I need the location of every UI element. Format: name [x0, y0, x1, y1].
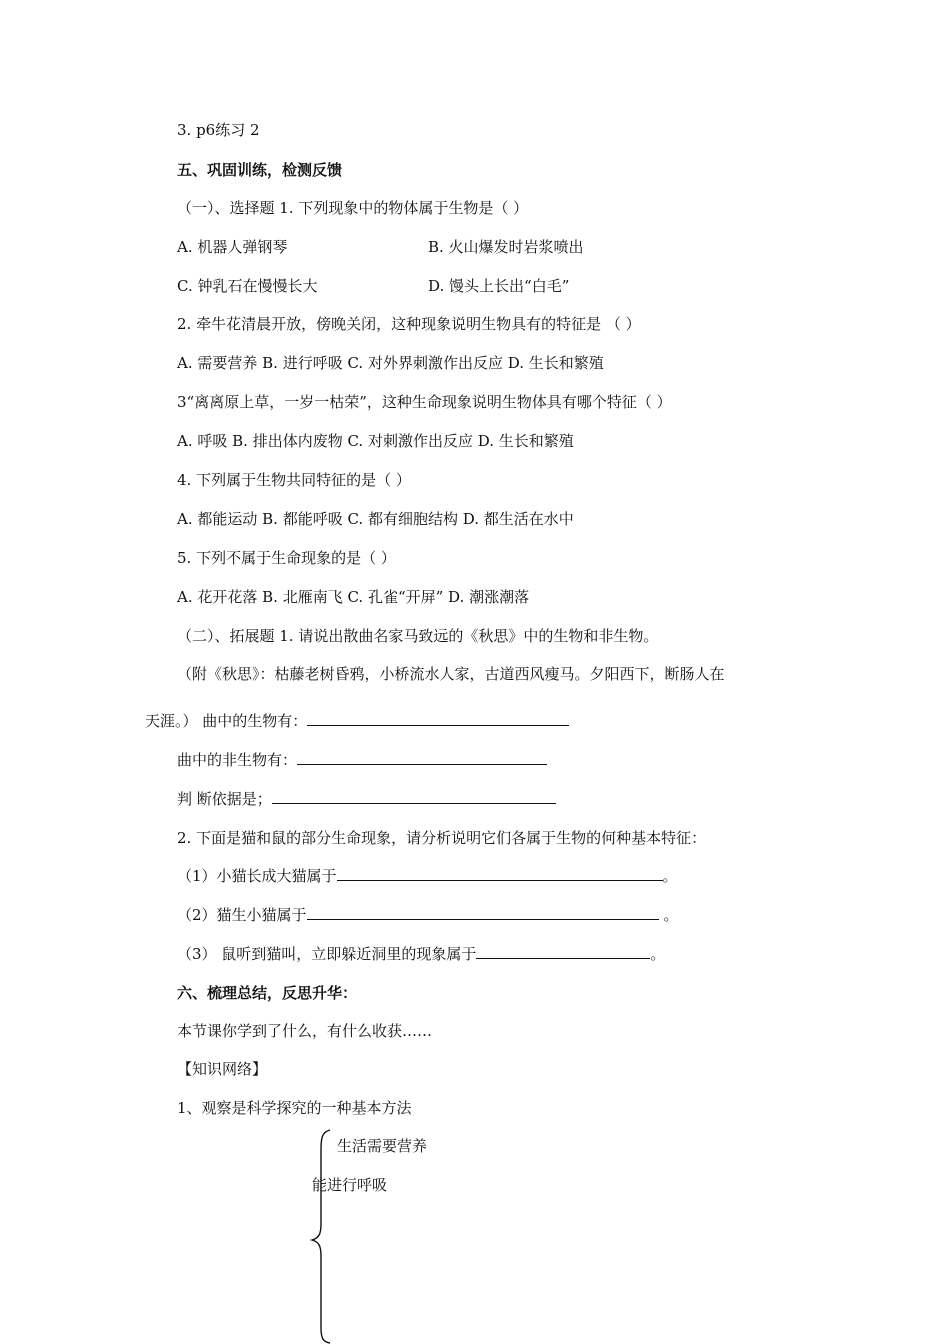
option-a: A. 机器人弹钢琴 [177, 238, 288, 256]
basis-label: 判 断依据是； [177, 790, 272, 808]
living-things-label: 天涯。） 曲中的生物有： [145, 712, 308, 730]
option-c: C. 钟乳石在慢慢长大 [177, 277, 318, 295]
sub-question-3 [177, 944, 665, 964]
extension-question-2: 2. 下面是猫和鼠的部分生命现象，请分析说明它们各属于生物的何种基本特征： [177, 829, 707, 847]
observation-point: 1、观察是科学探究的一种基本方法 [177, 1099, 412, 1117]
option-d: D. 馒头上长出“白毛” [428, 277, 570, 295]
brace-item-respiration: 能进行呼吸 [312, 1176, 388, 1194]
nonliving-things-line [177, 750, 547, 770]
curly-brace-icon [308, 1128, 338, 1344]
section-5-heading: 五、巩固训练，检测反馈 [177, 161, 343, 179]
practice-ref: 3. p6练习 2 [177, 121, 260, 139]
question-3-options: A. 呼吸 B. 排出体内废物 C. 对刺激作出反应 D. 生长和繁殖 [177, 432, 574, 450]
question-3: 3“离离原上草，一岁一枯荣”，这种生命现象说明生物体具有哪个特征（ ） [177, 393, 672, 411]
poem-text: （附《秋思》：枯藤老树昏鸦，小桥流水人家，古道西风瘦马。夕阳西下，断肠人在 [177, 665, 725, 683]
nonliving-things-label: 曲中的非生物有： [177, 751, 298, 769]
question-1: （一）、选择题 1. 下列现象中的物体属于生物是（ ） [177, 199, 529, 217]
nonliving-things-blank[interactable] [297, 750, 547, 765]
question-2-options: A. 需要营养 B. 进行呼吸 C. 对外界刺激作出反应 D. 生长和繁殖 [177, 354, 604, 372]
sub-question-1 [177, 866, 678, 886]
living-things-line [145, 711, 569, 731]
sub-question-2 [177, 905, 678, 925]
section-6-heading: 六、梳理总结，反思升华： [177, 984, 358, 1002]
knowledge-network-heading: 【知识网络】 [177, 1060, 268, 1078]
sub-question-1-period: 。 [662, 867, 678, 885]
living-things-blank[interactable] [307, 711, 569, 726]
sub-question-1-blank[interactable] [337, 866, 663, 881]
option-b: B. 火山爆发时岩浆喷出 [428, 238, 584, 256]
question-5-options: A. 花开花落 B. 北雁南飞 C. 孔雀“开屏” D. 潮涨潮落 [177, 588, 530, 606]
question-4-options: A. 都能运动 B. 都能呼吸 C. 都有细胞结构 D. 都生活在水中 [177, 510, 574, 528]
summary-prompt: 本节课你学到了什么，有什么收获…… [177, 1022, 433, 1040]
sub-question-2-blank[interactable] [307, 905, 659, 920]
sub-question-3-period: 。 [650, 945, 666, 963]
sub-question-2-period: 。 [663, 906, 679, 924]
question-1-options-row1 [177, 237, 777, 257]
extension-question-1: （二）、拓展题 1. 请说出散曲名家马致远的《秋思》中的生物和非生物。 [177, 627, 659, 645]
question-2: 2. 牵牛花清晨开放，傍晚关闭，这种现象说明生物具有的特征是 （ ） [177, 315, 641, 333]
sub-question-1-label: （1）小猫长成大猫属于 [177, 867, 337, 885]
sub-question-3-label: （3） 鼠听到猫叫，立即躲近洞里的现象属于 [177, 945, 477, 963]
sub-question-2-label: （2）猫生小猫属于 [177, 906, 307, 924]
basis-blank[interactable] [272, 789, 556, 804]
question-4: 4. 下列属于生物共同特征的是（ ） [177, 471, 411, 489]
question-5: 5. 下列不属于生命现象的是（ ） [177, 549, 396, 567]
question-1-options-row2 [177, 276, 777, 296]
basis-line [177, 789, 556, 809]
brace-item-nutrition: 生活需要营养 [337, 1137, 428, 1155]
sub-question-3-blank[interactable] [476, 944, 650, 959]
